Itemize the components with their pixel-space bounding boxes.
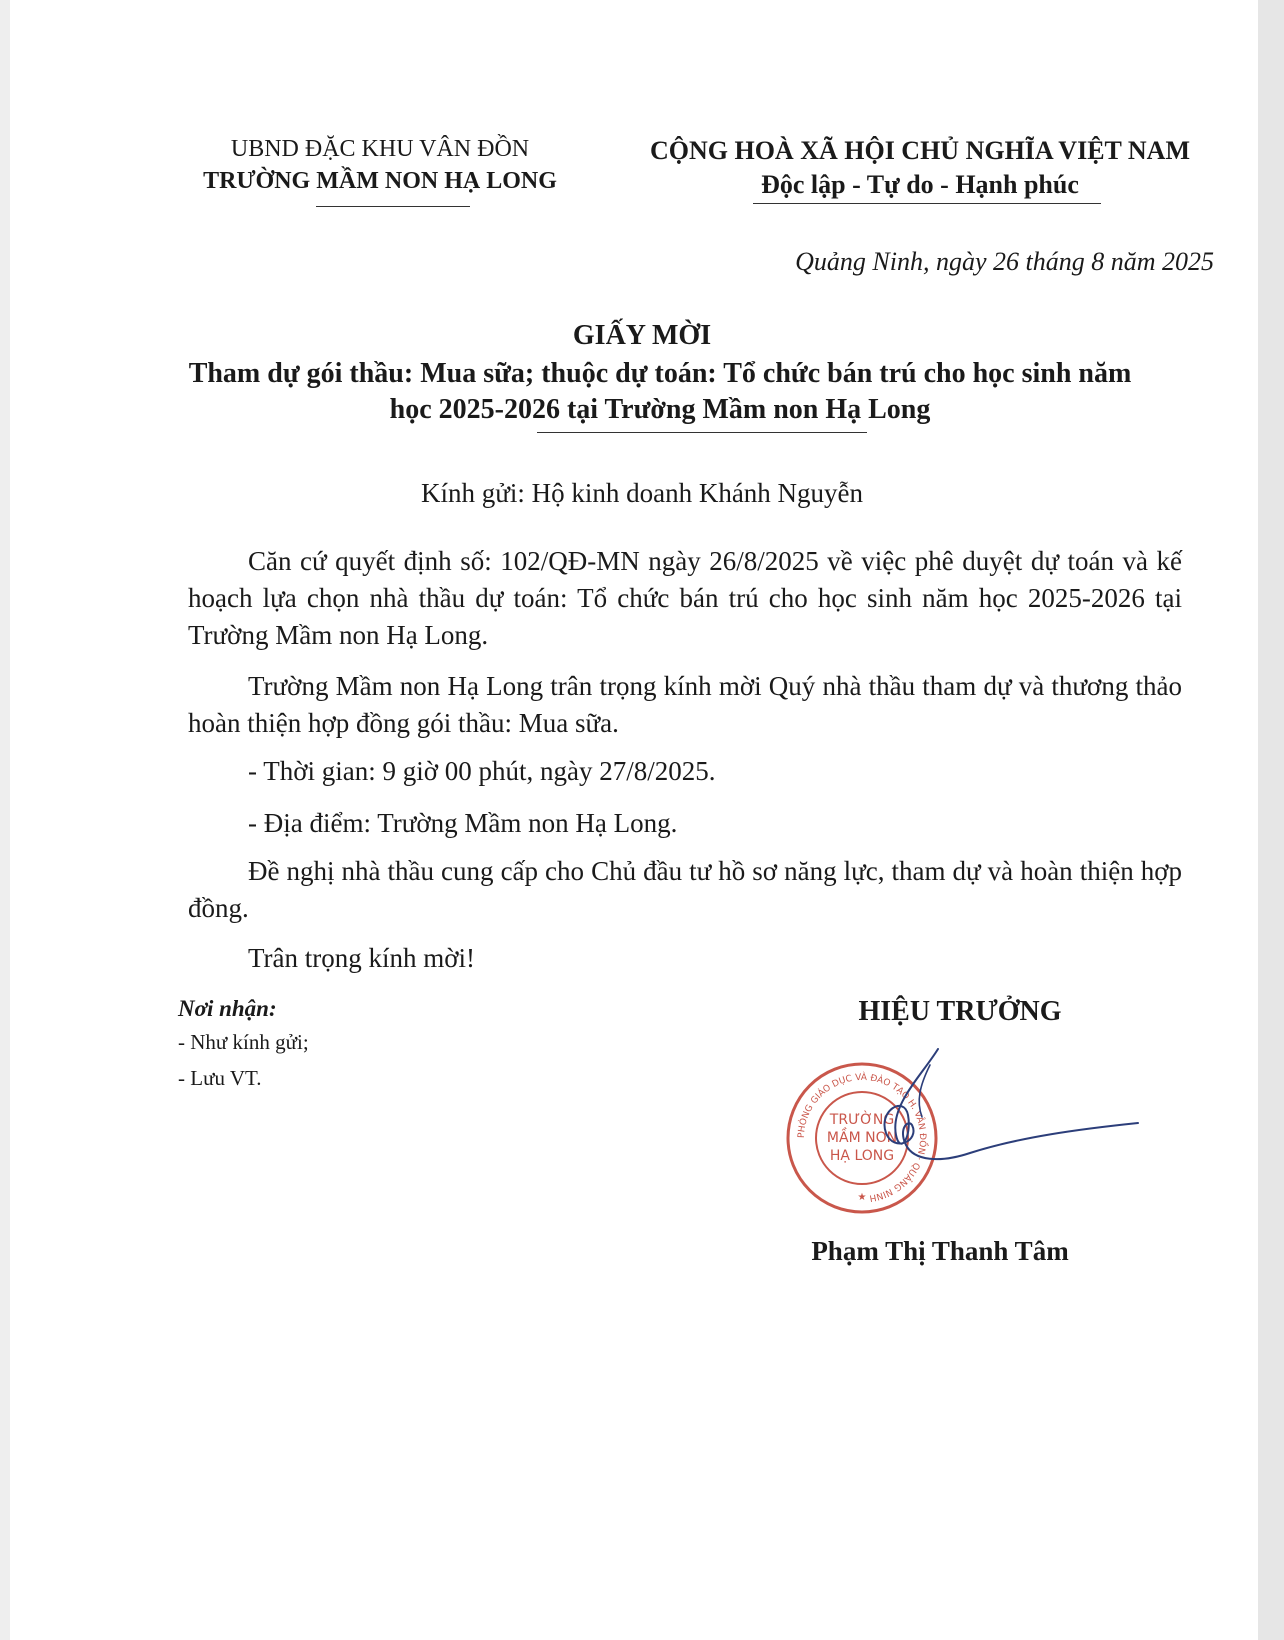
signature-stroke: [884, 1049, 1138, 1159]
signer-title: HIỆU TRƯỞNG: [858, 996, 1062, 1027]
seal-star-icon: ★: [857, 1192, 867, 1203]
seal-center-line: HẠ LONG: [829, 1148, 895, 1164]
document-subtitle: Tham dự gói thầu: Mua sữa; thuộc dự toán: Tổ chức bán trú cho học sinh năm học 2025-2026 tại Trường Mầm non Hạ Long: [188, 358, 1132, 425]
seal-center-line: TRƯỜNG: [829, 1112, 895, 1128]
document-title: GIẤY MỜI: [572, 320, 712, 351]
body-paragraph-1: Căn cứ quyết định số: 102/QĐ-MN ngày 26/8/2025 về việc phê duyệt dự toán và kế hoạch lựa chọn nhà thầu dự toán: Tổ chức bán trú cho học sinh năm học 2025-2026 tại Trường Mầm non Hạ Long.: [188, 546, 1182, 650]
title-underline: [537, 432, 867, 433]
handwritten-signature: [850, 1045, 1140, 1195]
national-motto: Độc lập - Tự do - Hạnh phúc: [761, 170, 1079, 199]
seal-center-line: MẦM NON: [826, 1130, 898, 1146]
header-right-underline: [753, 203, 1101, 204]
seal-ring-text: PHÒNG GIÁO DỤC VÀ ĐÀO TẠO H. VÂN ĐỒN · QUẢNG NINH: [796, 1072, 928, 1203]
meeting-time: - Thời gian: 9 giờ 00 phút, ngày 27/8/2025.: [248, 756, 716, 786]
salutation: Kính gửi: Hộ kinh doanh Khánh Nguyễn: [420, 478, 864, 508]
body-paragraph-2: Trường Mầm non Hạ Long trân trọng kính mời Quý nhà thầu tham dự và thương thảo hoàn thiện hợp đồng gói thầu: Mua sữa.: [188, 671, 1182, 738]
school-name-header: TRƯỜNG MẦM NON HẠ LONG: [203, 168, 557, 194]
meeting-place: - Địa điểm: Trường Mầm non Hạ Long.: [248, 808, 678, 838]
recipient-item: - Lưu VT.: [178, 1066, 262, 1090]
recipient-item: - Như kính gửi;: [178, 1030, 309, 1054]
document-date: Quảng Ninh, ngày 26 tháng 8 năm 2025: [795, 247, 1214, 276]
national-title: CỘNG HOÀ XÃ HỘI CHỦ NGHĨA VIỆT NAM: [649, 136, 1191, 165]
header-left-underline: [316, 206, 470, 207]
signer-name: Phạm Thị Thanh Tâm: [811, 1236, 1069, 1266]
body-paragraph-3: Đề nghị nhà thầu cung cấp cho Chủ đầu tư hồ sơ năng lực, tham dự và hoàn thiện hợp đồng.: [188, 856, 1182, 923]
closing-line: Trân trọng kính mời!: [248, 943, 476, 973]
issuing-authority: UBND ĐẶC KHU VÂN ĐỒN: [230, 136, 530, 162]
recipients-title: Nơi nhận:: [178, 996, 277, 1021]
